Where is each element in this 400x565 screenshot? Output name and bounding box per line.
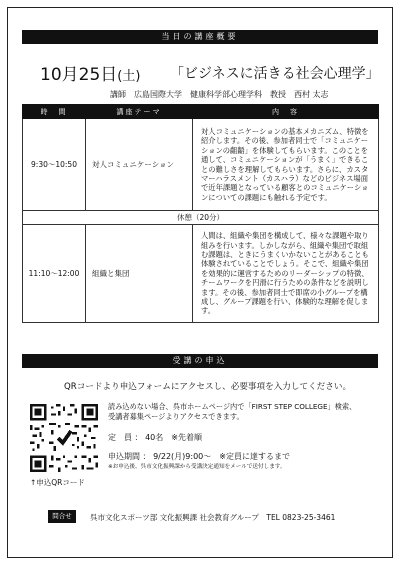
header-theme: 講座テーマ [86, 105, 193, 119]
application-heading: 受講の申込 [22, 354, 378, 368]
session-header [40, 60, 380, 84]
table-row [23, 119, 379, 211]
alt-access-line2: 受講者募集ページよりアクセスできます。 [108, 412, 244, 421]
header-content: 内 容 [193, 105, 379, 119]
period-line: 申込期間 ： 9/22(月)9:00～ ※定員に達するまで [108, 452, 290, 461]
contact-badge: 問合せ [48, 510, 76, 523]
lecturer-line: 講師 広島国際大学 健康科学部心理学科 教授 西村 太志 [110, 90, 329, 99]
alt-access-line1: 読み込めない場合、呉市ホームページ内で「FIRST STEP COLLEGE」検索、 [108, 402, 357, 411]
row-content: 対人コミュニケーションの基本メカニズム、特徴を紹介します。その後、参加者同士で「コミュニケーションの齟齬」を体験してもらいます。このことを通して、コミュニケーションが「うまく」できることの難しさを理解してもらいます。さらに、カスタマーハラスメント（カスハラ）などのビジネス場面で近年課題となっている顧客とのコミュニケーションについての課題にも触れる予定です。 [193, 119, 379, 211]
footer-contact [48, 510, 383, 524]
row-time: 11:10～12:00 [23, 225, 86, 323]
schedule-table [22, 104, 379, 323]
break-label: 休憩（20分） [23, 211, 379, 225]
qr-code-icon[interactable] [30, 404, 98, 472]
header-time: 時 間 [23, 105, 86, 119]
session-title: 「ビジネスに活きる社会心理学」 [170, 66, 380, 82]
row-content: 人間は、組織や集団を構成して、様々な課題や取り組みを行います。しかしながら、組織や集団で取組む課題は、ときにうまくいかないことがあることも体験されていることでしょう。そこで、組織や集団を効果的に運営するためのリーダーシップの特徴、チームワークを円滑に行うための条件などを説明します。その後、参加者同士で即席の小グループを構成し、グループ課題を行い、体験的な理解を促します。 [193, 225, 379, 323]
contact-text: 呉市文化スポーツ部 文化振興課 社会教育グループ TEL 0823-25-3461 [90, 513, 336, 522]
session-date: 10月25日(土) [40, 65, 141, 85]
capacity-line: 定 員 ： 40名 ※先着順 [108, 433, 202, 442]
application-lead: QRコードより申込フォームにアクセスし、必要事項を入力してください。 [64, 382, 352, 392]
row-theme: 対人コミュニケーション [86, 119, 193, 211]
row-theme: 組織と集団 [86, 225, 193, 323]
session-weekday: (土) [117, 69, 141, 84]
notice-line: ※お申込後、呉市文化振興課から受講決定通知をメールで送付します。 [108, 464, 286, 470]
table-row [23, 225, 379, 323]
row-time: 9:30～10:50 [23, 119, 86, 211]
break-row [23, 211, 379, 225]
qr-label: ↑申込QRコード [30, 478, 85, 487]
overview-heading: 当日の講座概要 [22, 30, 378, 44]
